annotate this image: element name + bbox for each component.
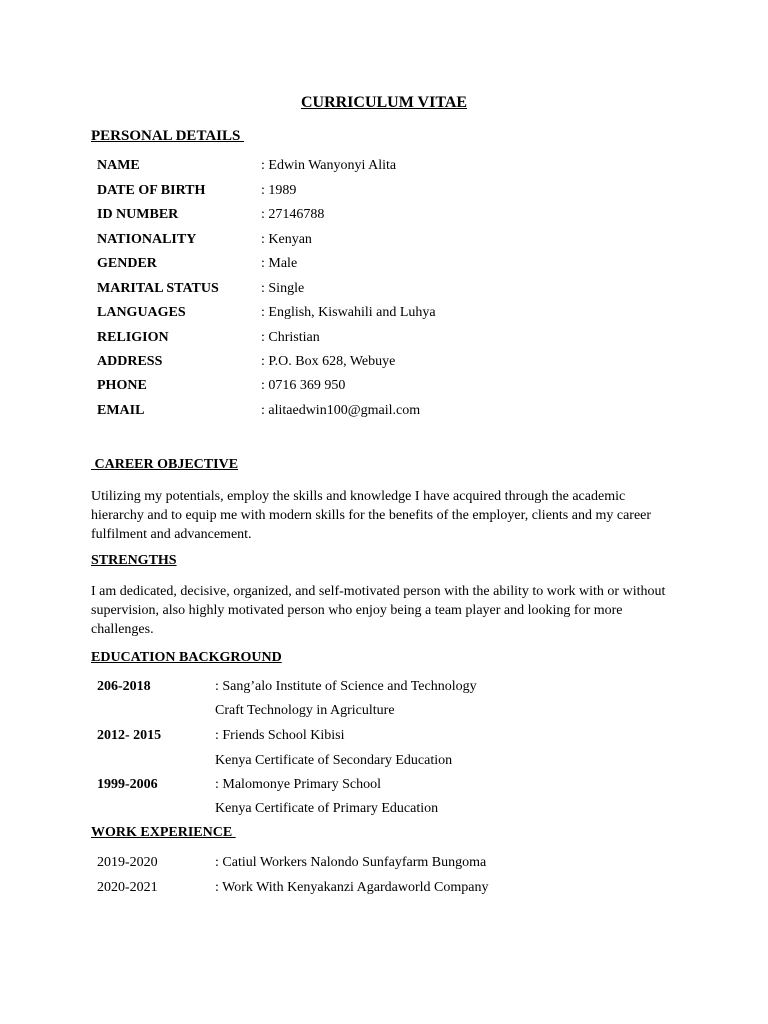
detail-label: EMAIL xyxy=(97,403,145,418)
detail-label: DATE OF BIRTH xyxy=(97,183,206,198)
education-years: 1999-2006 xyxy=(97,777,158,792)
work-row xyxy=(0,880,768,900)
detail-value: : Christian xyxy=(261,330,320,345)
detail-label: MARITAL STATUS xyxy=(97,281,219,296)
detail-label: NAME xyxy=(97,158,140,173)
detail-row-languages xyxy=(0,305,768,325)
education-school: : Malomonye Primary School xyxy=(215,777,382,792)
detail-label: GENDER xyxy=(97,256,157,271)
education-award-row xyxy=(0,801,768,821)
career-objective-heading: CAREER OBJECTIVE xyxy=(91,457,239,472)
career-objective-text: Utilizing my potentials, employ the skills and knowledge I have acquired through the academic hierarchy and to equip me with modern skills for the benefits of the employer, clients and my career fulfilment and advancement. xyxy=(91,489,652,542)
work-detail: : Work With Kenyakanzi Agardaworld Company xyxy=(215,880,489,895)
detail-value: : 27146788 xyxy=(261,207,325,222)
detail-value: : Kenyan xyxy=(261,232,312,247)
education-school: : Friends School Kibisi xyxy=(215,728,345,743)
education-years: 2012- 2015 xyxy=(97,728,162,743)
education-years: 206-2018 xyxy=(97,679,151,694)
detail-row-name xyxy=(0,158,768,178)
detail-value: : alitaedwin100@gmail.com xyxy=(261,403,421,418)
work-years: 2020-2021 xyxy=(97,880,158,895)
education-row xyxy=(0,679,768,699)
education-award: Kenya Certificate of Secondary Education xyxy=(215,753,453,768)
detail-value: : P.O. Box 628, Webuye xyxy=(261,354,396,369)
document-title: CURRICULUM VITAE xyxy=(300,94,468,111)
detail-row-phone xyxy=(0,378,768,398)
work-row xyxy=(0,855,768,875)
detail-label: RELIGION xyxy=(97,330,169,345)
detail-row-marital-status xyxy=(0,281,768,301)
education-row xyxy=(0,728,768,748)
strengths-heading: STRENGTHS xyxy=(91,553,177,568)
detail-row-email xyxy=(0,403,768,423)
education-school: : Sang’alo Institute of Science and Technology xyxy=(215,679,477,694)
education-award-row xyxy=(0,753,768,773)
work-years: 2019-2020 xyxy=(97,855,158,870)
education-award: Craft Technology in Agriculture xyxy=(215,703,395,718)
detail-row-dob xyxy=(0,183,768,203)
work-detail: : Catiul Workers Nalondo Sunfayfarm Bungoma xyxy=(215,855,487,870)
detail-label: PHONE xyxy=(97,378,147,393)
detail-label: ADDRESS xyxy=(97,354,163,369)
detail-label: NATIONALITY xyxy=(97,232,197,247)
education-award-row xyxy=(0,703,768,723)
detail-value: : English, Kiswahili and Luhya xyxy=(261,305,436,320)
detail-row-religion xyxy=(0,330,768,350)
detail-row-nationality xyxy=(0,232,768,252)
detail-row-address xyxy=(0,354,768,374)
detail-value: : 1989 xyxy=(261,183,297,198)
personal-details-heading: PERSONAL DETAILS xyxy=(91,128,245,144)
work-experience-heading: WORK EXPERIENCE xyxy=(91,825,236,840)
education-heading: EDUCATION BACKGROUND xyxy=(91,650,282,665)
detail-row-gender xyxy=(0,256,768,276)
detail-label: LANGUAGES xyxy=(97,305,186,320)
strengths-text: I am dedicated, decisive, organized, and self-motivated person with the ability to work with or without supervision, also highly motivated person who enjoy being a team player and looking for more challenges. xyxy=(91,584,666,637)
detail-label: ID NUMBER xyxy=(97,207,179,222)
education-award: Kenya Certificate of Primary Education xyxy=(215,801,439,816)
education-row xyxy=(0,777,768,797)
detail-row-id xyxy=(0,207,768,227)
detail-value: : Single xyxy=(261,281,305,296)
detail-value: : 0716 369 950 xyxy=(261,378,346,393)
detail-value: : Male xyxy=(261,256,298,271)
detail-value: : Edwin Wanyonyi Alita xyxy=(261,158,397,173)
